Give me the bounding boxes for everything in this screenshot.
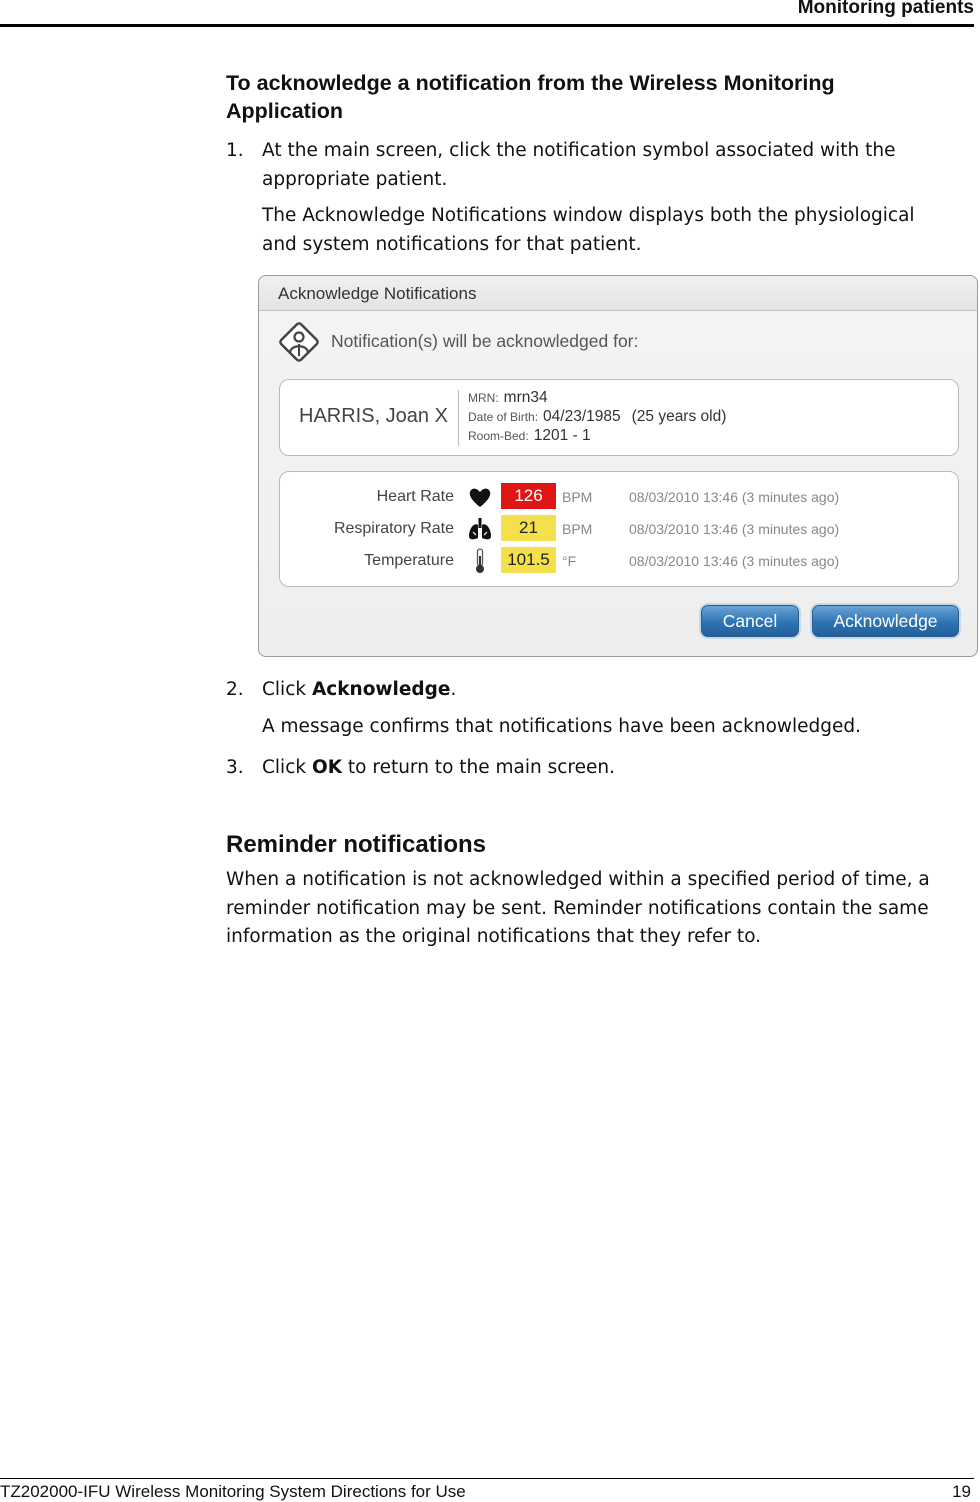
patient-age: (25 years old) — [631, 408, 727, 425]
dialog-subtitle: Notification(s) will be acknowledged for: — [331, 331, 639, 351]
vital-unit: BPM — [562, 489, 593, 505]
vital-row-heart-rate — [280, 482, 960, 512]
acknowledge-notifications-dialog — [258, 275, 978, 657]
page-number: 19 — [952, 1482, 971, 1501]
header-rule — [0, 24, 974, 27]
dob-label: Date of Birth: — [468, 410, 539, 424]
step-text — [262, 754, 926, 783]
step-text-suffix: . — [450, 679, 457, 700]
vital-row-respiratory-rate — [280, 514, 960, 544]
step-text-suffix: to return to the main screen. — [342, 757, 615, 778]
step-1-note: The Acknowledge Notifications window displays both the physiological and system notifications for that patient. — [262, 205, 915, 255]
panel-divider — [458, 390, 459, 446]
vital-timestamp: 08/03/2010 13:46 (3 minutes ago) — [629, 489, 840, 505]
room-bed-row — [468, 427, 591, 445]
footer-document-title: TZ202000-IFU Wireless Monitoring System Directions for Use — [0, 1482, 466, 1501]
step-number: 3. — [226, 757, 244, 778]
ok-term: OK — [311, 757, 343, 778]
dialog-title: Acknowledge Notifications — [278, 284, 477, 303]
cancel-button[interactable]: Cancel — [699, 603, 801, 639]
vital-label: Respiratory Rate — [333, 520, 454, 537]
acknowledge-term: Acknowledge — [311, 679, 451, 700]
vitals-panel — [279, 471, 959, 587]
step-number: 2. — [226, 679, 244, 700]
step-1 — [226, 137, 926, 195]
room-bed-value: 1201 - 1 — [533, 427, 591, 444]
room-bed-label: Room-Bed: — [468, 429, 529, 443]
mrn-row — [468, 389, 548, 407]
patient-notification-icon — [277, 320, 321, 364]
footer-rule — [0, 1478, 974, 1479]
patient-info-panel — [279, 379, 959, 456]
vital-label: Heart Rate — [376, 488, 454, 505]
vital-timestamp: 08/03/2010 13:46 (3 minutes ago) — [629, 553, 840, 569]
vital-value: 101.5 — [501, 547, 556, 573]
running-header: Monitoring patients — [797, 0, 974, 18]
mrn-label: MRN: — [468, 391, 499, 405]
mrn-value: mrn34 — [503, 389, 548, 406]
vital-value: 21 — [501, 515, 556, 541]
vital-label: Temperature — [364, 552, 454, 569]
step-text: At the main screen, click the notification symbol associated with the appropriate patient. — [262, 140, 896, 190]
thermometer-icon — [467, 548, 493, 574]
lungs-icon — [467, 516, 493, 542]
step-2-note: A message confirms that notifications have been acknowledged. — [262, 716, 862, 737]
section-title: Reminder notifications — [226, 831, 487, 858]
dob-value: 04/23/1985 — [543, 408, 621, 425]
step-2 — [226, 676, 926, 706]
step-number: 1. — [226, 140, 244, 161]
section-body: When a notification is not acknowledged within a specified period of time, a reminder notification may be sent. Reminder notifications contain the same information as the original notifications that they refer to. — [226, 869, 930, 947]
vital-row-temperature — [280, 546, 960, 576]
procedure-title: To acknowledge a notification from the Wireless Monitoring Application — [226, 71, 835, 123]
heart-icon — [467, 484, 493, 510]
dialog-title-bar — [259, 276, 977, 311]
patient-name: HARRIS, Joan X — [299, 405, 448, 427]
acknowledge-button[interactable]: Acknowledge — [810, 603, 961, 639]
vital-unit: BPM — [562, 521, 593, 537]
vital-timestamp: 08/03/2010 13:46 (3 minutes ago) — [629, 521, 840, 537]
step-text — [262, 676, 926, 705]
step-3 — [226, 754, 926, 784]
step-text-prefix: Click — [262, 679, 312, 700]
dob-row — [468, 408, 726, 426]
step-text-prefix: Click — [262, 757, 312, 778]
vital-value: 126 — [501, 483, 556, 509]
vital-unit: °F — [562, 553, 577, 569]
